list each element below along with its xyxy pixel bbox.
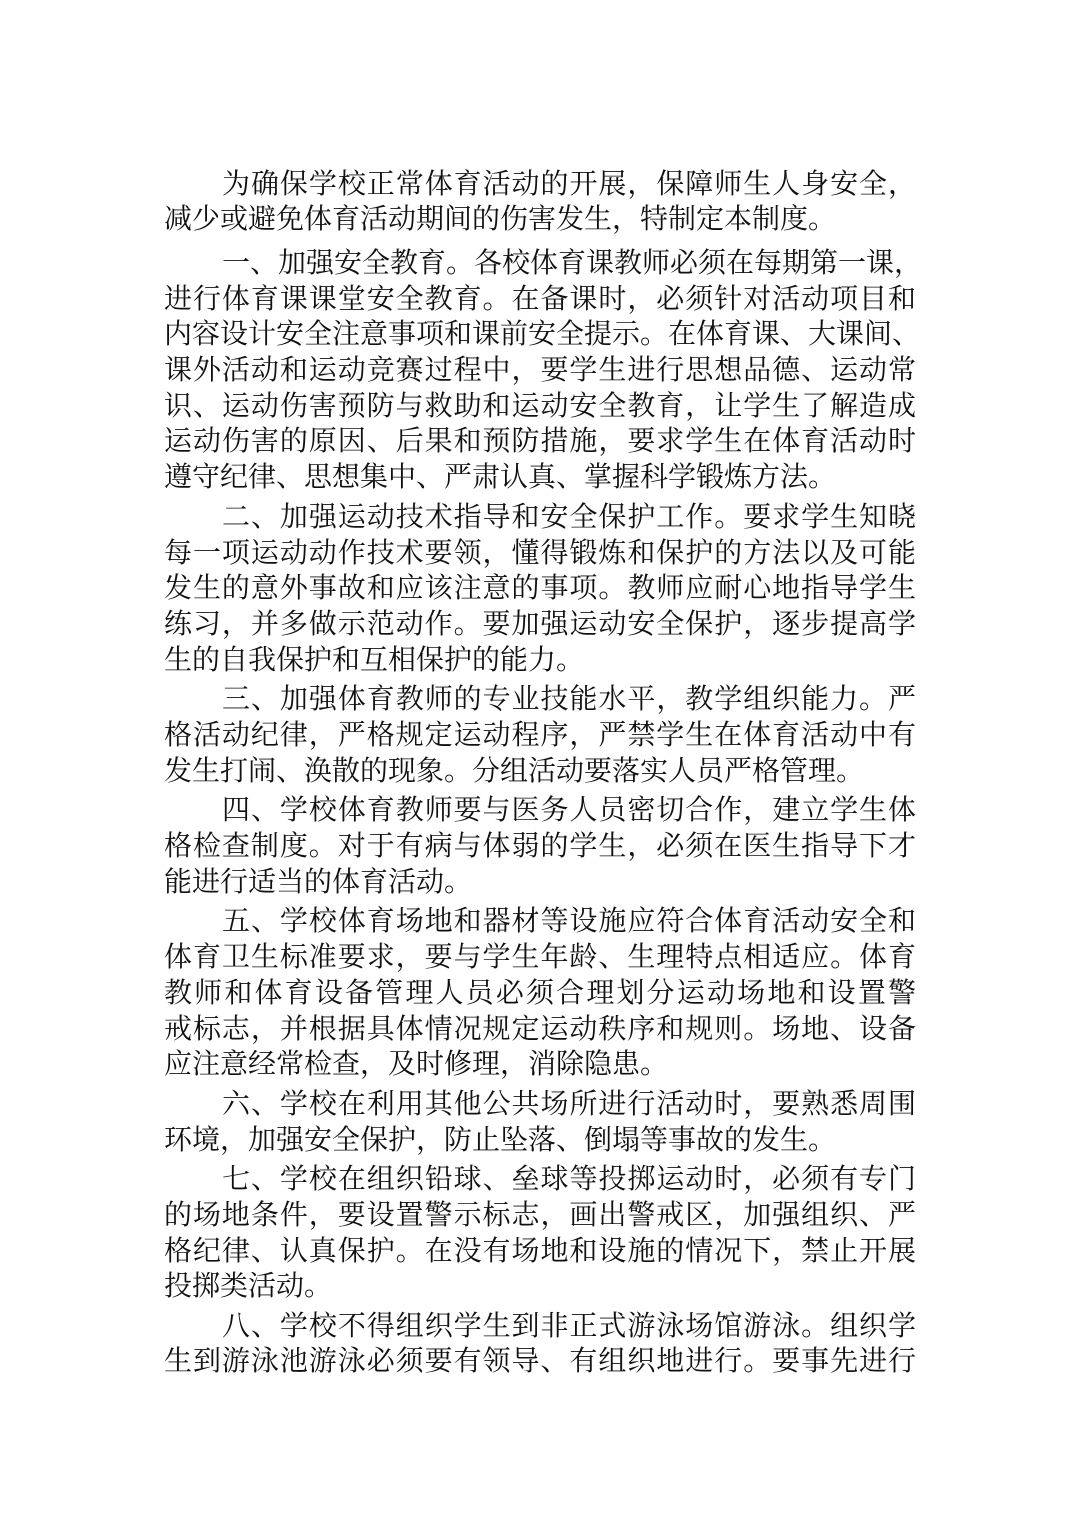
section-2-line: 练习，并多做示范动作。要加强运动安全保护，逐步提高学: [164, 607, 916, 640]
section-5-line: 应注意经常检查，及时修理，消除隐患。: [164, 1047, 669, 1080]
section-7-line: 投掷类活动。: [164, 1269, 333, 1302]
section-4-line: 四、学校体育教师要与医务人员密切合作，建立学生体: [222, 793, 916, 826]
section-1-line: 运动伤害的原因、后果和预防措施，要求学生在体育活动时: [164, 424, 916, 457]
section-3-line: 发生打闹、涣散的现象。分组活动要落实人员严格管理。: [164, 754, 865, 787]
section-5-line: 五、学校体育场地和器材等设施应符合体育活动安全和: [222, 904, 916, 937]
section-8-line: 生到游泳池游泳必须要有领导、有组织地进行。要事先进行: [164, 1344, 916, 1377]
section-1-line: 课外活动和运动竞赛过程中，要学生进行思想品德、运动常: [164, 353, 916, 386]
section-5-line: 教师和体育设备管理人员必须合理划分运动场地和设置警: [164, 976, 916, 1009]
section-3-line: 格活动纪律，严格规定运动程序，严禁学生在体育活动中有: [164, 718, 916, 751]
section-6-line: 六、学校在利用其他公共场所进行活动时，要熟悉周围: [222, 1087, 916, 1120]
section-1-line: 遵守纪律、思想集中、严肃认真、掌握科学锻炼方法。: [164, 460, 837, 493]
section-2-line: 二、加强运动技术指导和安全保护工作。要求学生知晓: [222, 500, 916, 533]
section-1-line: 进行体育课课堂安全教育。在备课时，必须针对活动项目和: [164, 282, 916, 315]
section-4-line: 格检查制度。对于有病与体弱的学生，必须在医生指导下才: [164, 829, 916, 862]
intro-line: 为确保学校正常体育活动的开展，保障师生人身安全，: [222, 167, 916, 200]
intro-line: 减少或避免体育活动期间的伤害发生，特制定本制度。: [164, 202, 837, 235]
section-7-line: 的场地条件，要设置警示标志，画出警戒区，加强组织、严: [164, 1198, 916, 1231]
section-2-line: 每一项运动动作技术要领，懂得锻炼和保护的方法以及可能: [164, 536, 916, 569]
section-2-line: 发生的意外事故和应该注意的事项。教师应耐心地指导学生: [164, 571, 916, 604]
section-4-line: 能进行适当的体育活动。: [164, 865, 473, 898]
section-7-line: 七、学校在组织铅球、垒球等投掷运动时，必须有专门: [222, 1162, 916, 1195]
section-1-line: 一、加强安全教育。各校体育课教师必须在每期第一课，: [222, 246, 923, 279]
section-7-line: 格纪律、认真保护。在没有场地和设施的情况下，禁止开展: [164, 1234, 916, 1267]
section-2-line: 生的自我保护和互相保护的能力。: [164, 643, 585, 676]
section-5-line: 戒标志，并根据具体情况规定运动秩序和规则。场地、设备: [164, 1012, 916, 1045]
section-5-line: 体育卫生标准要求，要与学生年龄、生理特点相适应。体育: [164, 940, 916, 973]
section-1-line: 内容设计安全注意事项和课前安全提示。在体育课、大课间、: [164, 317, 921, 350]
section-8-line: 八、学校不得组织学生到非正式游泳场馆游泳。组织学: [222, 1309, 916, 1342]
section-1-line: 识、运动伤害预防与救助和运动安全教育，让学生了解造成: [164, 389, 916, 422]
section-3-line: 三、加强体育教师的专业技能水平，教学组织能力。严: [222, 682, 916, 715]
section-6-line: 环境，加强安全保护，防止坠落、倒塌等事故的发生。: [164, 1123, 837, 1156]
